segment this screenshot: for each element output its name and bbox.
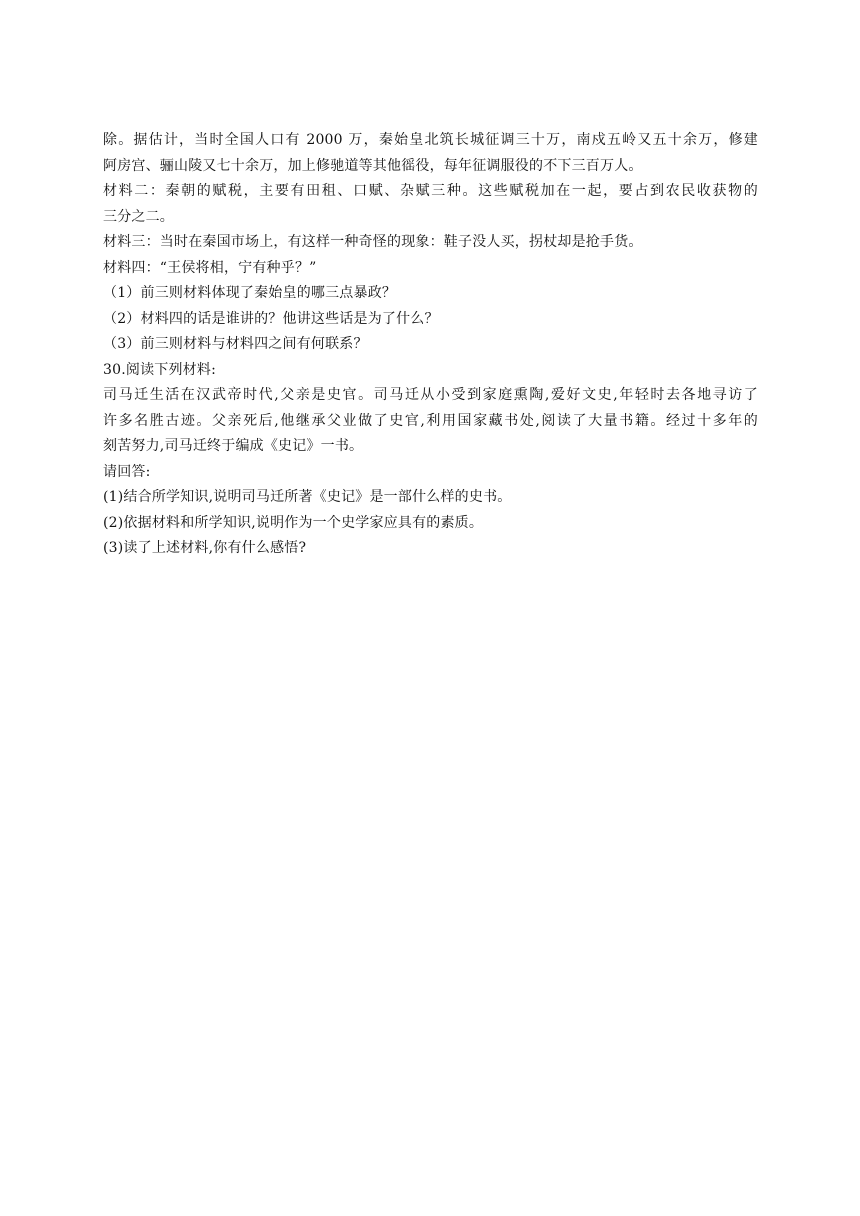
q29-question: （2）材料四的话是谁讲的？他讲这些话是为了什么？ [103,310,439,327]
material-two-line: 三分之二。 [103,208,174,225]
q30-material-line: 许多名胜古迹。父亲死后,他继承父业做了史官,利用国家藏书处,阅读了大量书籍。经过十多年的 [103,412,758,429]
q30-material-line: 司马迁生活在汉武帝时代,父亲是史官。司马迁从小受到家庭熏陶,爱好文史,年轻时去各地寻访了 [103,387,758,403]
material-two-line: 材料二：秦朝的赋税，主要有田租、口赋、杂赋三种。这些赋税加在一起，要占到农民收获物的 [103,183,758,199]
material-four: 材料四：“王侯将相，宁有种乎？” [103,259,317,276]
material-three: 材料三：当时在秦国市场上，有这样一种奇怪的现象：鞋子没人买，拐杖却是抢手货。 [103,234,643,250]
q29-question: （3）前三则材料与材料四之间有何联系？ [103,336,368,352]
q30-question: (1)结合所学知识,说明司马迁所著《史记》是一部什么样的史书。 [103,489,512,505]
q30-title: 30.阅读下列材料: [103,361,216,378]
q30-prompt: 请回答: [103,463,151,480]
q30-question: (3)读了上述材料,你有什么感悟? [103,540,307,556]
q30-material-line: 刻苦努力,司马迁终于编成《史记》一书。 [103,438,364,454]
material-one-line: 阿房宫、骊山陵又七十余万，加上修驰道等其他徭役，每年征调服役的不下三百万人。 [103,157,643,174]
document-body [103,128,758,562]
material-one-line: 除。据估计，当时全国人口有 2000 万，秦始皇北筑长城征调三十万，南戍五岭又五十余万，修建 [103,132,758,148]
q29-question: （1）前三则材料体现了秦始皇的哪三点暴政？ [103,285,397,301]
q30-question: (2)依据材料和所学知识,说明作为一个史学家应具有的素质。 [103,514,484,531]
